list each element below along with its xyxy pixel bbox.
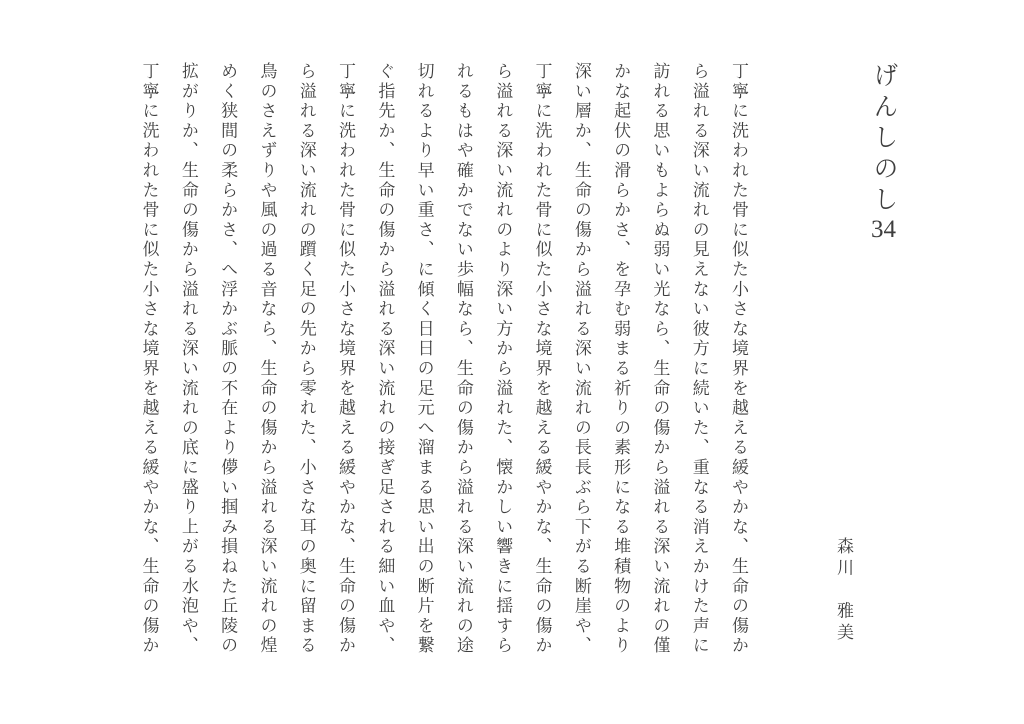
poem-line: ぐ指先か、生命の傷から溢れる深い流れの接ぎ足される細い血や、 — [375, 62, 395, 656]
poem-line: 丁寧に洗われた骨に似た小さな境界を越える緩やかな、生命の傷か — [336, 62, 356, 656]
poem-line: ら溢れる深い流れの見えない彼方に続いた、重なる消えかけた声に — [689, 62, 709, 656]
poem-line: めく狭間の柔らかさ、へ浮かぶ脈の不在より儚い掴み損ねた丘陵の — [218, 62, 238, 656]
poem-line: かな起伏の滑らかさ、を孕む弱まる祈りの素形になる堆積物のより — [611, 62, 631, 656]
poem-line: 訪れる思いもよらぬ弱い光なら、生命の傷から溢れる深い流れの僅 — [650, 62, 670, 656]
poem-author: 森川 雅美 — [834, 537, 853, 645]
poem-title — [871, 62, 896, 242]
poem-line: 丁寧に洗われた骨に似た小さな境界を越える緩やかな、生命の傷か — [729, 62, 748, 656]
poem-line: 丁寧に洗われた骨に似た小さな境界を越える緩やかな、生命の傷か — [532, 62, 552, 656]
poem-line: 切れるより早い重さ、に傾く日日の足元へ溜まる思い出の断片を繋 — [414, 62, 434, 656]
poem-line: 深い層か、生命の傷から溢れる深い流れの長長ぶら下がる断崖や、 — [571, 62, 591, 656]
poem-line: 拡がりか、生命の傷から溢れる深い流れの底に盛り上がる水泡や、 — [178, 62, 198, 656]
poem-line: 鳥のさえずりや風の過る音なら、生命の傷から溢れる深い流れの煌 — [257, 62, 277, 656]
poem-title-text: げんしのし — [870, 62, 897, 217]
poem-line: 丁寧に洗われた骨に似た小さな境界を越える緩やかな、生命の傷か — [139, 62, 159, 656]
poem-line: ら溢れる深い流れのより深い方から溢れた、懐かしい響きに揺すら — [493, 62, 513, 656]
poem-line: ら溢れる深い流れの躓く足の先から零れた、小さな耳の奥に留まる — [296, 62, 316, 656]
poem-line: れるもはや確かでない歩幅なら、生命の傷から溢れる深い流れの途 — [453, 62, 473, 656]
poem-body — [141, 62, 747, 666]
poem-title-number: 34 — [871, 217, 896, 242]
